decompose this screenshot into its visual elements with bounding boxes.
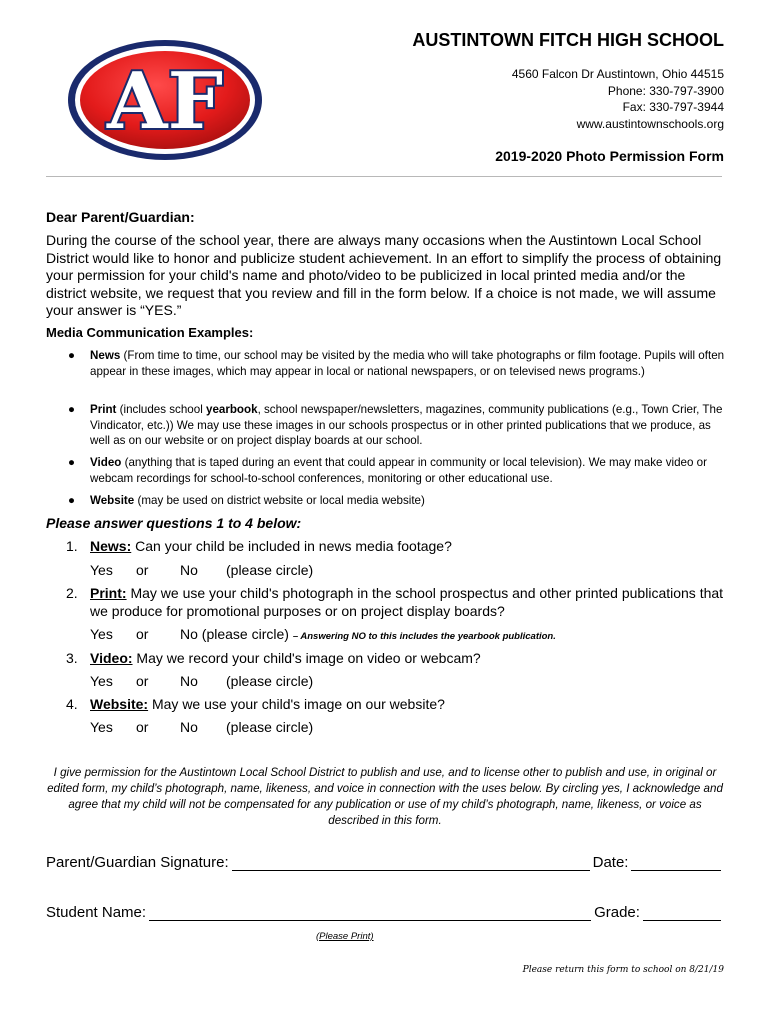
school-logo	[66, 38, 264, 162]
question-text: Can your child be included in news media footage?	[131, 538, 452, 554]
question-number: 4.	[66, 696, 78, 712]
option-or: or	[136, 719, 149, 735]
logo-text: AF	[107, 56, 223, 147]
question-number: 2.	[66, 585, 78, 601]
school-name: AUSTINTOWN FITCH HIGH SCHOOL	[412, 30, 724, 50]
bullet-label: News	[90, 349, 121, 362]
option-yes[interactable]: Yes	[90, 626, 113, 642]
please-circle-note: (please circle)	[226, 673, 314, 689]
question-number: 1.	[66, 538, 78, 554]
header-divider	[46, 176, 722, 177]
option-yes[interactable]: Yes	[90, 562, 113, 578]
bullet-text: , school newspaper/newsletters, magazines, community publications (e.g., Town Crier, The Vindicator, etc.)) We may use these images in our schools prospectus or in other printed publications that we produce, as well as on our website or on project display boards at our school.	[90, 403, 723, 447]
student-name-label: Student Name:	[46, 904, 147, 921]
option-no[interactable]: No	[180, 673, 198, 689]
parent-signature-label: Parent/Guardian Signature:	[46, 854, 229, 871]
please-circle-note: (please circle)	[226, 719, 314, 735]
bullet-emphasis: yearbook	[206, 403, 258, 416]
parent-signature-row	[46, 854, 724, 871]
option-no[interactable]: No	[180, 562, 198, 578]
student-name-field[interactable]	[149, 905, 591, 921]
option-or: or	[136, 626, 149, 642]
question-number: 3.	[66, 650, 78, 666]
option-no-group	[180, 626, 556, 642]
please-print-note: (Please Print)	[316, 931, 374, 942]
question-video	[66, 650, 726, 668]
question-label: Website:	[90, 696, 149, 712]
grade-label: Grade:	[594, 904, 640, 921]
bullet-label: Website	[90, 494, 135, 507]
question-text: May we use your child's image on our website?	[148, 696, 445, 712]
bullet-website	[68, 493, 728, 509]
bullet-text: (may be used on district website or local media website)	[134, 494, 425, 507]
student-name-row	[46, 904, 724, 921]
option-yes[interactable]: Yes	[90, 673, 113, 689]
parent-signature-field[interactable]	[232, 855, 590, 871]
bullet-dot: ●	[68, 494, 76, 507]
examples-heading: Media Communication Examples:	[46, 325, 254, 340]
question-label: Print:	[90, 585, 127, 601]
bullet-print	[68, 402, 728, 449]
bullet-video	[68, 455, 728, 486]
address-block	[512, 66, 724, 132]
fax-line: Fax: 330-797-3944	[622, 100, 724, 114]
form-title: 2019-2020 Photo Permission Form	[495, 148, 724, 164]
question-news	[66, 538, 726, 556]
intro-paragraph: During the course of the school year, there are always many occasions when the Austintown Local School District would like to honor and publicize student achievement. In an effort to simplify the process of obtaining your permission for your child's name and photo/video to be publicized in local printed media and/or the district website, we request that you review and fill in the form below. If a choice is not made, we will assume your answer is “YES.”	[46, 232, 722, 319]
question-website	[66, 696, 726, 714]
option-or: or	[136, 562, 149, 578]
bullet-text: (includes school	[116, 403, 206, 416]
bullet-text: (anything that is taped during an event that could appear in community or local television). We may make video or webcam recordings for school-to-school conferences, monitoring or other educational use.	[90, 456, 707, 485]
question-label: Video:	[90, 650, 133, 666]
return-note: Please return this form to school on 8/21/19	[522, 965, 724, 975]
address-line: 4560 Falcon Dr Austintown, Ohio 44515	[511, 67, 724, 81]
question-text: May we use your child's photograph in the school prospectus and other printed publications that we produce for promotional purposes or on project display boards?	[90, 585, 724, 619]
instructions: Please answer questions 1 to 4 below:	[46, 515, 302, 531]
option-or: or	[136, 673, 149, 689]
bullet-label: Video	[90, 456, 122, 469]
grade-field[interactable]	[643, 905, 721, 921]
phone-line: Phone: 330-797-3900	[607, 83, 724, 98]
date-label: Date:	[592, 854, 629, 871]
question-label: News:	[90, 538, 132, 554]
bullet-text: (From time to time, our school may be visited by the media who will take photographs or film footage. Pupils will often appear in these images, which may appear in local or national newspapers, or on televised news programs.)	[90, 349, 725, 378]
question-text: May we record your child's image on video or webcam?	[132, 650, 481, 666]
website-line: www.austintownschools.org	[576, 116, 724, 131]
question-print	[66, 585, 726, 620]
option-no[interactable]: No	[180, 719, 198, 735]
bullet-dot: ●	[68, 456, 76, 469]
option-yes[interactable]: Yes	[90, 719, 113, 735]
date-field[interactable]	[631, 855, 721, 871]
bullet-dot: ●	[68, 349, 76, 362]
bullet-news	[68, 348, 728, 379]
greeting: Dear Parent/Guardian:	[46, 209, 195, 225]
consent-statement: I give permission for the Austintown Local School District to publish and use, and to license other to publish and use, in original or edited form, my child’s photograph, name, likeness, and voice in connection with the uses below. By circling yes, I acknowledge and agree that my child will not be compensated for any publication or use of my child’s photograph, name, likeness, or voice as described in this form.	[47, 766, 723, 827]
bullet-label: Print	[90, 403, 117, 416]
option-no[interactable]: No (please circle)	[180, 626, 289, 642]
yearbook-note: – Answering NO to this includes the yearbook publication.	[292, 631, 556, 642]
bullet-dot: ●	[68, 403, 76, 416]
please-circle-note: (please circle)	[226, 562, 314, 578]
